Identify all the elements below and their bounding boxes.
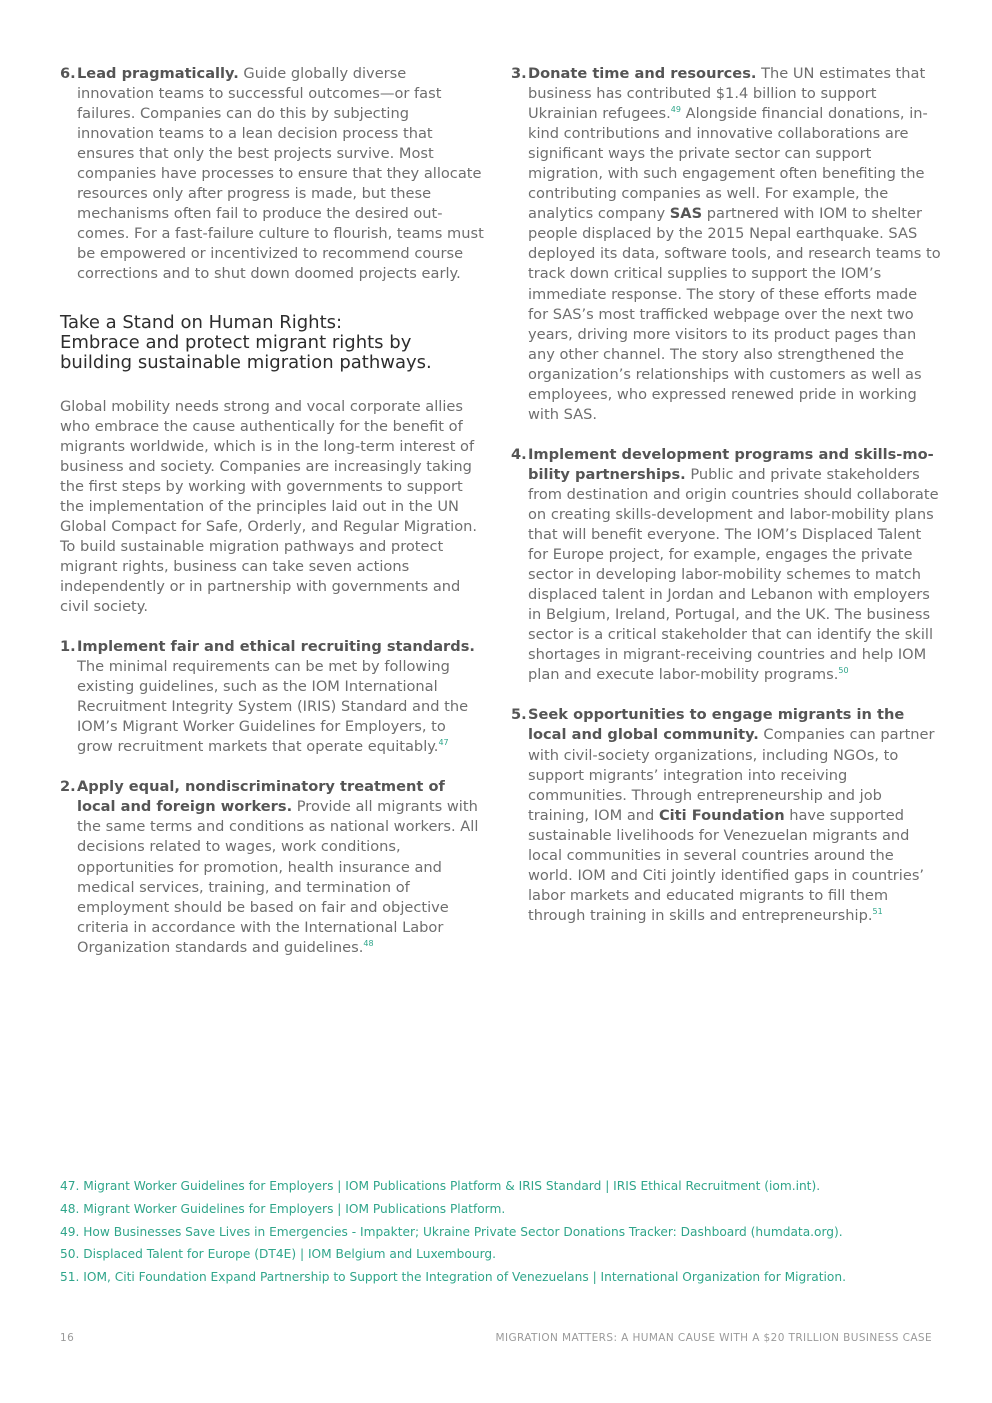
footnote-ref-49[interactable]: 49 <box>670 105 681 115</box>
footnote-48[interactable]: 48. Migrant Worker Guidelines for Employers | IOM Publications Platform. <box>60 1201 506 1216</box>
item-number: 1. <box>60 638 76 656</box>
footnotes <box>60 1178 940 1292</box>
item-title: Lead pragmatically. <box>77 65 239 82</box>
footnote-47[interactable]: 47. Migrant Worker Guidelines for Employers | IOM Publications Platform & IRIS Standard | IRIS Ethical Recruitment (iom.int). <box>60 1179 821 1193</box>
list-item-5 <box>511 705 941 926</box>
list-item-4 <box>511 445 941 686</box>
item-number: 3. <box>511 65 527 82</box>
item-text: Guide globally diverse innovation teams to successful outcomes—or fast failures. Companies can do this by subjecting innovation teams to a lean decision process that ensures that only the best projects survive. Most companies have processes to ensure that they allocate resources only after progress is made, but these mechanisms often fail to produce the desired outcomes. For a fast-failure culture to flourish, teams must be empowered or incentivized to recommend course corrections and to shut down doomed projects early. <box>77 65 484 283</box>
list-item-6 <box>60 64 484 285</box>
left-column <box>60 64 484 978</box>
item-title: Implement fair and ethical recruiting standards. <box>77 638 475 656</box>
footnote-51[interactable]: 51. IOM, Citi Foundation Expand Partnership to Support the Integration of Venezuelans | International Organization for Migration. <box>60 1270 846 1285</box>
section-heading-line2: Embrace and protect migrant rights by building sustainable migration pathways. <box>60 331 432 373</box>
page-number: 16 <box>60 1332 75 1344</box>
item-number: 5. <box>511 706 527 724</box>
company-name-citi: Citi Foundation <box>658 806 785 824</box>
item-text: Companies can partner with civil-society organizations, including NGOs, to support migrants’ integration into receiving communities. Through entrepreneurship and job training, IOM and <box>528 726 935 824</box>
item-text: Provide all migrants with the same terms and conditions as national workers. All decisions related to wages, work conditions, opportunities for promotion, health insurance and medical services, training, and termination of employment should be based on fair and objective criteria in accordance with the International Labor Organization standards and guidelines. <box>77 798 479 956</box>
item-title: Implement development programs and skills-mobility partnerships. <box>528 445 934 483</box>
item-text: The UN estimates that business has contributed $1.4 billion to support Ukrainian refugees. <box>528 65 926 123</box>
footnote-ref-47[interactable]: 47 <box>438 738 449 748</box>
item-text: The minimal requirements can be met by following existing guidelines, such as the IOM International Recruitment Integrity System (IRIS) Standard and the IOM’s Migrant Worker Guidelines for Employers, to grow recruitment markets that operate equitably. <box>77 658 469 756</box>
footnote-ref-48[interactable]: 48 <box>363 938 374 948</box>
running-title: MIGRATION MATTERS: A HUMAN CAUSE WITH A $20 TRILLION BUSINESS CASE <box>495 1332 932 1344</box>
footnote-ref-51[interactable]: 51 <box>872 907 883 917</box>
right-column <box>511 64 941 946</box>
item-number: 4. <box>511 445 527 463</box>
footnote-49[interactable]: 49. How Businesses Save Lives in Emergencies - Impakter; Ukraine Private Sector Donations Tracker: Dashboard (humdata.org). <box>60 1224 843 1239</box>
list-item-1 <box>60 637 484 757</box>
company-name-sas: SAS <box>669 205 703 223</box>
item-title: Donate time and resources. <box>528 65 757 82</box>
footnote-50[interactable]: 50. Displaced Talent for Europe (DT4E) | IOM Belgium and Luxembourg. <box>60 1247 496 1262</box>
item-number: 2. <box>60 778 76 796</box>
item-text: have supported sustainable livelihoods for Venezuelan migrants and local communities in several countries around the world. IOM and Citi jointly identified gaps in countries’ labor markets and educated migrants to fill them through training in skills and entrepreneurship. <box>528 806 925 924</box>
item-number: 6. <box>60 65 76 82</box>
section-heading-line1: Take a Stand on Human Rights: <box>60 311 343 333</box>
item-title: Apply equal, nondiscriminatory treatment of local and foreign workers. <box>77 778 445 816</box>
list-item-2 <box>60 777 484 957</box>
section-heading <box>60 313 484 373</box>
item-text: Alongside financial donations, in-kind contributions and innovative collaborations are significant ways the private sector can support migration, with such engagement often benefiting the contributing companies as well. For example, the analytics company <box>528 105 928 223</box>
intro-paragraph: Global mobility needs strong and vocal corporate allies who embrace the cause authentically for the benefit of migrants worldwide, which is in the long-term interest of business and society. Companies are increasingly taking the first steps by working with governments to support the implementation of the principles laid out in the UN Global Compact for Safe, Orderly, and Regular Migration. To build sustainable migration pathways and protect migrant rights, business can take seven actions independently or in partnership with governments and civil society. <box>60 397 478 615</box>
item-title: Seek opportunities to engage migrants in the local and global community. <box>528 706 905 744</box>
item-text: partnered with IOM to shelter people displaced by the 2015 Nepal earthquake. SAS deployed its data, software tools, and research teams to track down critical supplies to support the IOM’s immediate response. The story of these efforts made for SAS’s most trafficked webpage over the next two years, driving more visitors to its product pages than any other channel. The story also strengthened the organization’s relationships with customers as well as employees, who expressed renewed pride in working with SAS. <box>528 205 941 423</box>
footnote-ref-50[interactable]: 50 <box>838 666 849 676</box>
item-text: Public and private stakeholders from destination and origin countries should collaborate on creating skills-development and labor-mobility plans that will benefit everyone. The IOM’s Displaced Talent for Europe project, for example, engages the private sector in developing labor-mobility schemes to match displaced talent in Jordan and Lebanon with employers in Belgium, Ireland, Portugal, and the UK. The business sector is a critical stakeholder that can identify the skill shortages in migrant-receiving countries and help IOM plan and execute labor-mobility programs. <box>528 465 939 684</box>
list-item-3 <box>511 64 941 425</box>
